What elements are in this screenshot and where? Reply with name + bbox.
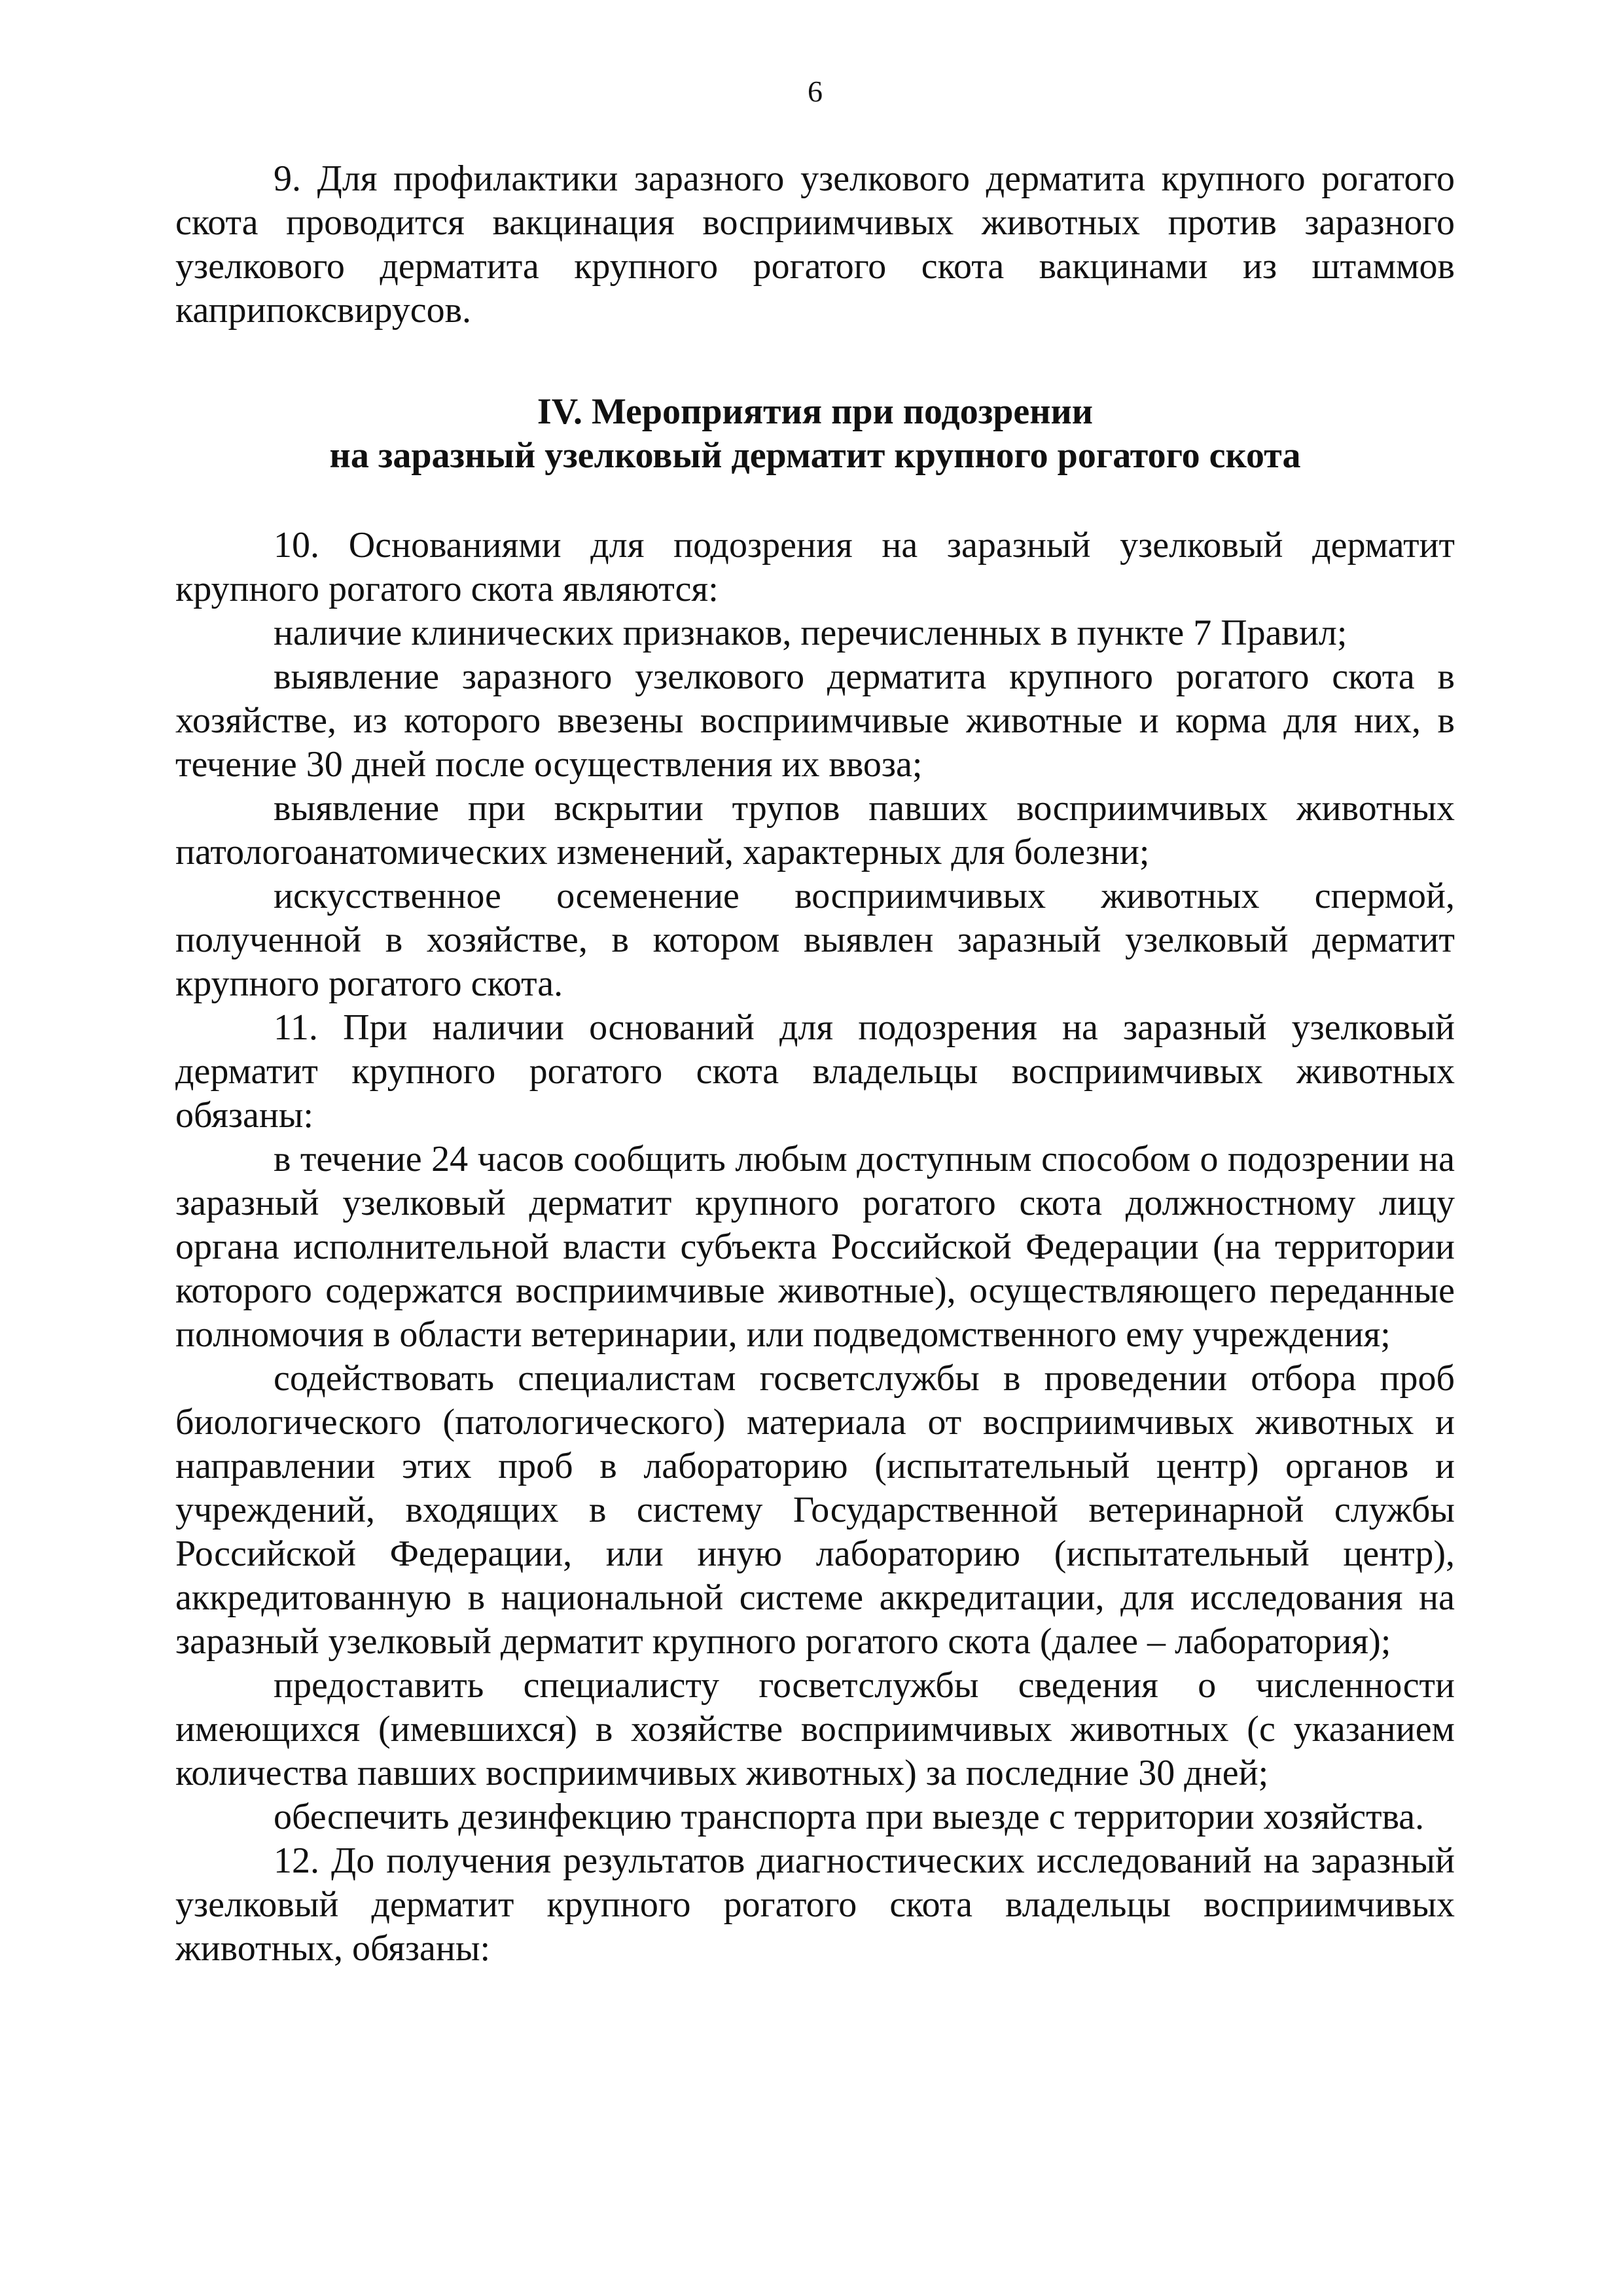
paragraph-9: 9. Для профилактики заразного узелкового дерматита крупного рогатого скота проводится вакцинация восприимчивых животных против заразного узелкового дерматита крупного рогатого скота вакцинами из штаммов каприпоксвирусов. (175, 158, 1455, 331)
paragraph-11: 11. При наличии оснований для подозрения на заразный узелковый дерматит крупного рогатого скота владельцы восприимчивых животных обязаны: (175, 1007, 1455, 1136)
paragraph-11-item-3: предоставить специалисту госветслужбы сведения о численности имеющихся (имевшихся) в хозяйстве восприимчивых животных (с указанием количества павших восприимчивых животных) за последние 30 дней; (175, 1665, 1455, 1793)
paragraph-10-item-2: выявление заразного узелкового дерматита крупного рогатого скота в хозяйстве, из которого ввезены восприимчивые животные и корма для них, в течение 30 дней после осуществления их ввоза; (175, 656, 1455, 785)
paragraph-11-item-4: обеспечить дезинфекцию транспорта при выезде с территории хозяйства. (274, 1797, 1425, 1837)
section-heading-line-2: на заразный узелковый дерматит крупного рогатого скота (329, 435, 1301, 476)
paragraph-11-item-2: содействовать специалистам госветслужбы в проведении отбора проб биологического (патологического) материала от восприимчивых животных и направлении этих проб в лабораторию (испытательный центр) органов и учреждений, входящих в систему Государственной ветеринарной службы Российской Федерации, или иную лабораторию (испытательный центр), аккредитованную в национальной системе аккредитации, для исследования на заразный узелковый дерматит крупного рогатого скота (далее – лаборатория); (175, 1358, 1455, 1662)
paragraph-12: 12. До получения результатов диагностических исследований на заразный узелковый дерматит крупного рогатого скота владельцы восприимчивых животных, обязаны: (175, 1840, 1455, 1969)
section-heading (175, 390, 1455, 478)
paragraph-10: 10. Основаниями для подозрения на заразный узелковый дерматит крупного рогатого скота являются: (175, 525, 1455, 609)
paragraph-10-item-3: выявление при вскрытии трупов павших восприимчивых животных патологоанатомических изменений, характерных для болезни; (175, 788, 1455, 872)
paragraph-11-item-1: в течение 24 часов сообщить любым доступным способом о подозрении на заразный узелковый дерматит крупного рогатого скота должностному лицу органа исполнительной власти субъекта Российской Федерации (на территории которого содержатся восприимчивые животные), осуществляющего переданные полномочия в области ветеринарии, или подведомственного ему учреждения; (175, 1139, 1455, 1355)
page-number: 6 (808, 75, 823, 108)
document-page (175, 72, 1455, 1971)
section-heading-line-1: IV. Мероприятия при подозрении (537, 391, 1094, 432)
paragraph-10-item-1: наличие клинических признаков, перечисленных в пункте 7 Правил; (274, 613, 1347, 653)
paragraph-10-item-4: искусственное осеменение восприимчивых животных спермой, полученной в хозяйстве, в котором выявлен заразный узелковый дерматит крупного рогатого скота. (175, 876, 1455, 1004)
